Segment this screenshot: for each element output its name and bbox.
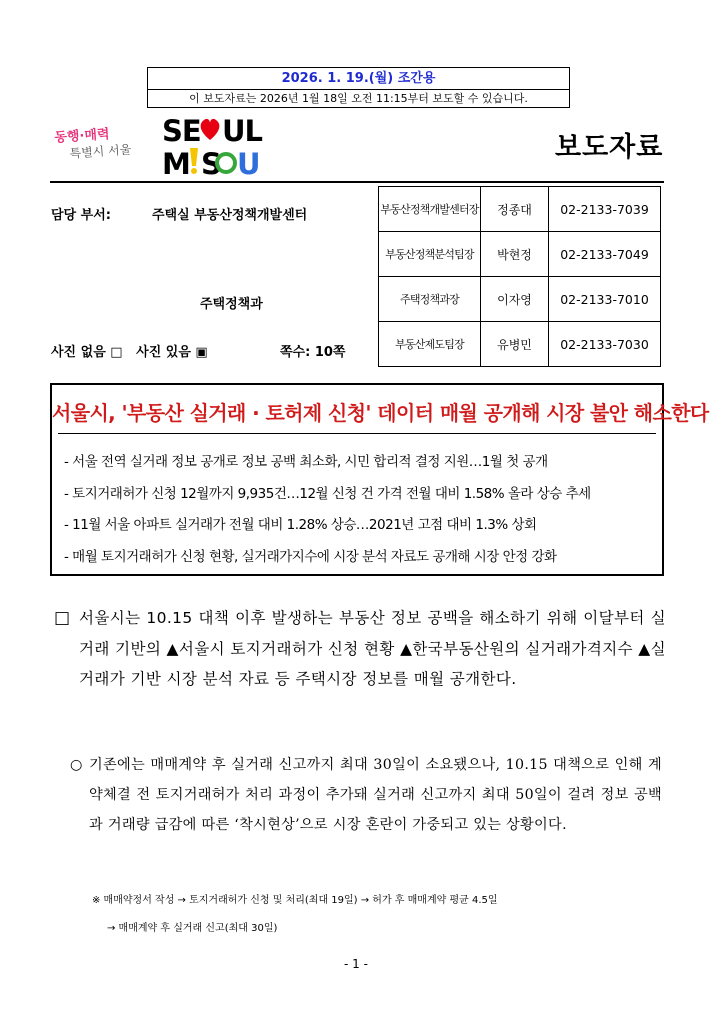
body-paragraph-1 bbox=[54, 603, 666, 695]
contact-person: 유병민 bbox=[481, 322, 549, 367]
header-divider bbox=[50, 181, 664, 183]
doc-type-title: 보도자료 bbox=[555, 132, 664, 163]
contacts-table bbox=[378, 186, 661, 367]
headline-box bbox=[50, 383, 709, 576]
page-number: - 1 - bbox=[344, 957, 368, 971]
exclamation-icon bbox=[190, 148, 198, 166]
contact-role: 부동산제도팀장 bbox=[379, 322, 481, 367]
department-name-2: 주택정책과 bbox=[200, 297, 263, 312]
embargo-notice: 이 보도자료는 2026년 1월 18일 오전 11:15부터 보도할 수 있습니다. bbox=[189, 92, 528, 105]
contact-phone: 02-2133-7039 bbox=[549, 187, 661, 232]
body-paragraph-2 bbox=[70, 750, 662, 840]
headline: 서울시, '부동산 실거래 · 토허제 신청' 데이터 매월 공개해 시장 불안 해소한다 bbox=[52, 401, 709, 425]
photo-indicator: 사진 없음 □ 사진 있음 ▣ bbox=[51, 345, 208, 360]
embargo-date: 2026. 1. 19.(월) 조간용 bbox=[148, 68, 569, 90]
subhead-item: - 서울 전역 실거래 정보 공개로 정보 공백 최소화, 시민 합리적 결정 지원…1월 첫 공개 bbox=[64, 454, 548, 470]
circle-bullet-icon: ○ bbox=[70, 757, 83, 773]
svg-text:UL: UL bbox=[222, 114, 263, 148]
heart-icon bbox=[201, 119, 220, 140]
footnote-line-1: ※ 매매약정서 작성 → 토지거래허가 신청 및 처리(최대 19일) → 허가 후 매매계약 평균 4.5일 bbox=[92, 895, 498, 906]
contact-row bbox=[379, 277, 661, 322]
contact-person: 이자영 bbox=[481, 277, 549, 322]
seoul-my-soul-logo bbox=[160, 112, 263, 181]
contact-row bbox=[379, 187, 661, 232]
square-bullet-icon: □ bbox=[54, 608, 71, 628]
subhead-item: - 토지거래허가 신청 12월까지 9,935건…12월 신청 건 가격 전월 대비 1.58% 올라 상승 추세 bbox=[64, 485, 591, 502]
svg-text:M: M bbox=[162, 147, 190, 181]
svg-text:SE: SE bbox=[162, 114, 201, 148]
department-name: 주택실 부동산정책개발센터 bbox=[152, 208, 308, 223]
slogan-logo bbox=[54, 125, 136, 163]
paragraph-text: 기존에는 매매계약 후 실거래 신고까지 최대 30일이 소요됐으나, 10.15 대책으로 인해 계약체결 전 토지거래허가 처리 과정이 추가돼 실거래 신고까지 최대 50일이 걸려 정보 공백과 거래량 급감에 따른 ‘착시현상’으로 시장 혼란이 가중되고 있는 상황이다. bbox=[89, 757, 662, 833]
contact-person: 정종대 bbox=[481, 187, 549, 232]
contact-role: 주택정책과장 bbox=[379, 277, 481, 322]
svg-text:S: S bbox=[201, 147, 221, 181]
contact-role: 부동산정책개발센터장 bbox=[379, 187, 481, 232]
department-label: 담당 부서: bbox=[51, 208, 111, 223]
paragraph-text: 서울시는 10.15 대책 이후 발생하는 부동산 정보 공백을 해소하기 위해 이달부터 실거래 기반의 ▲서울시 토지거래허가 신청 현황 ▲한국부동산원의 실거래가격지수 ▲실거래가 기반 시장 분석 자료 등 주택시장 정보를 매월 공개한다. bbox=[79, 609, 666, 689]
slogan-line1: 동행·매력 bbox=[53, 126, 111, 146]
contact-row bbox=[379, 322, 661, 367]
page-count: 쪽수: 10쪽 bbox=[280, 345, 346, 360]
footnote bbox=[92, 887, 664, 943]
footnote-line-2: → 매매계약 후 실거래 신고(최대 30일) bbox=[107, 923, 278, 934]
contact-person: 박현정 bbox=[481, 232, 549, 277]
embargo-box bbox=[147, 67, 570, 108]
svg-text:U: U bbox=[237, 147, 261, 181]
contact-row bbox=[379, 232, 661, 277]
contact-phone: 02-2133-7010 bbox=[549, 277, 661, 322]
headline-divider bbox=[58, 433, 656, 434]
subhead-item: - 11월 서울 아파트 실거래가 전월 대비 1.28% 상승…2021년 고점 대비 1.3% 상회 bbox=[64, 517, 537, 533]
subhead-item: - 매월 토지거래허가 신청 현황, 실거래가지수에 시장 분석 자료도 공개해 시장 안정 강화 bbox=[64, 548, 557, 565]
contact-phone: 02-2133-7030 bbox=[549, 322, 661, 367]
contact-phone: 02-2133-7049 bbox=[549, 232, 661, 277]
contact-role: 부동산정책분석팀장 bbox=[379, 232, 481, 277]
slogan-line2: 특별시 서울 bbox=[69, 142, 132, 161]
subheads-list bbox=[64, 447, 660, 573]
